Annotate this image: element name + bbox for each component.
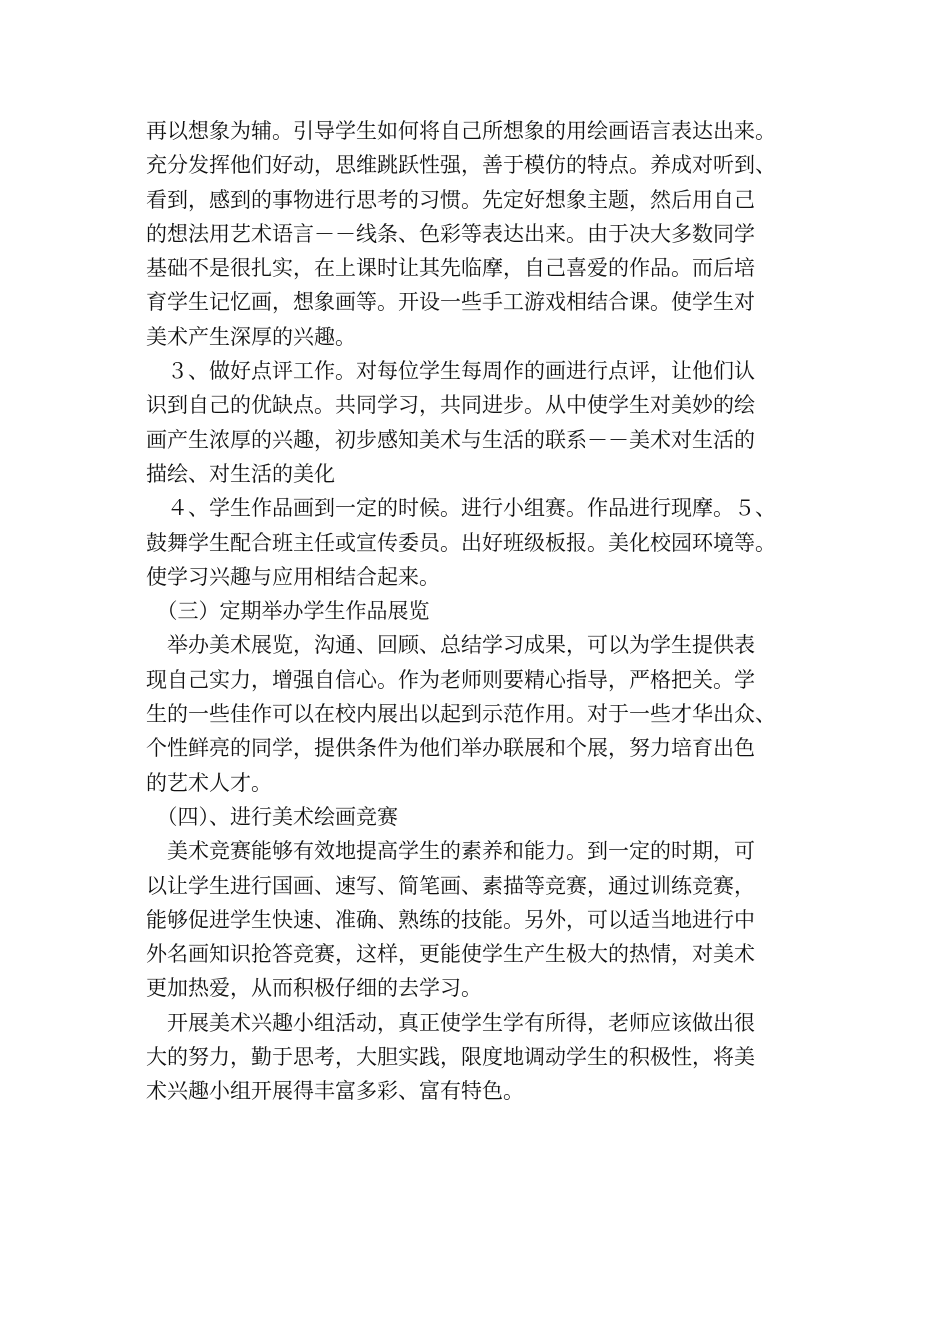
text-line: 能够促进学生快速、准确、熟练的技能。另外，可以适当地进行中 (146, 907, 755, 932)
text-line: 举办美术展览，沟通、回顾、总结学习成果，可以为学生提供表 (146, 633, 755, 658)
text-line: 育学生记忆画，想象画等。开设一些手工游戏相结合课。使学生对 (146, 290, 755, 315)
text-line: ３、做好点评工作。对每位学生每周作的画进行点评，让他们认 (146, 359, 755, 384)
text-line: 使学习兴趣与应用相结合起来。 (146, 564, 440, 589)
text-line: 的艺术人才。 (146, 770, 272, 795)
text-line: 美术产生深厚的兴趣。 (146, 324, 356, 349)
document-body (146, 114, 822, 1109)
text-line: 术兴趣小组开展得丰富多彩、富有特色。 (146, 1079, 524, 1104)
text-line: 充分发挥他们好动，思维跳跃性强，善于模仿的特点。养成对听到、 (146, 153, 776, 178)
section-heading: （四）、进行美术绘画竞赛 (146, 804, 398, 829)
text-line: 现自己实力，增强自信心。作为老师则要精心指导，严格把关。学 (146, 667, 755, 692)
text-line: 美术竞赛能够有效地提高学生的素养和能力。到一定的时期，可 (146, 839, 755, 864)
text-line: 描绘、对生活的美化 (146, 461, 335, 486)
text-line: 再以想象为辅。引导学生如何将自己所想象的用绘画语言表达出来。 (146, 119, 776, 143)
text-line: 开展美术兴趣小组活动，真正使学生学有所得，老师应该做出很 (146, 1010, 755, 1035)
text-line: 识到自己的优缺点。共同学习，共同进步。从中使学生对美妙的绘 (146, 393, 755, 418)
text-line: 画产生浓厚的兴趣，初步感知美术与生活的联系－－美术对生活的 (146, 427, 755, 452)
text-line: 大的努力，勤于思考，大胆实践，限度地调动学生的积极性，将美 (146, 1045, 755, 1070)
section-heading: （三）定期举办学生作品展览 (146, 599, 430, 624)
text-line: 基础不是很扎实，在上课时让其先临摩，自己喜爱的作品。而后培 (146, 256, 755, 281)
text-line: ４、学生作品画到一定的时候。进行小组赛。作品进行现摩。５、 (146, 496, 776, 521)
text-line: 鼓舞学生配合班主任或宣传委员。出好班级板报。美化校园环境等。 (146, 530, 776, 555)
text-line: 看到，感到的事物进行思考的习惯。先定好想象主题，然后用自己 (146, 187, 755, 212)
text-line: 外名画知识抢答竞赛，这样，更能使学生产生极大的热情，对美术 (146, 942, 755, 967)
text-line: 以让学生进行国画、速写、简笔画、素描等竞赛，通过训练竞赛， (146, 873, 755, 898)
text-line: 生的一些佳作可以在校内展出以起到示范作用。对于一些才华出众、 (146, 702, 776, 727)
text-line: 更加热爱，从而积极仔细的去学习。 (146, 976, 482, 1001)
text-line: 的想法用艺术语言－－线条、色彩等表达出来。由于决大多数同学 (146, 221, 755, 246)
text-line: 个性鲜亮的同学，提供条件为他们举办联展和个展，努力培育出色 (146, 736, 755, 761)
